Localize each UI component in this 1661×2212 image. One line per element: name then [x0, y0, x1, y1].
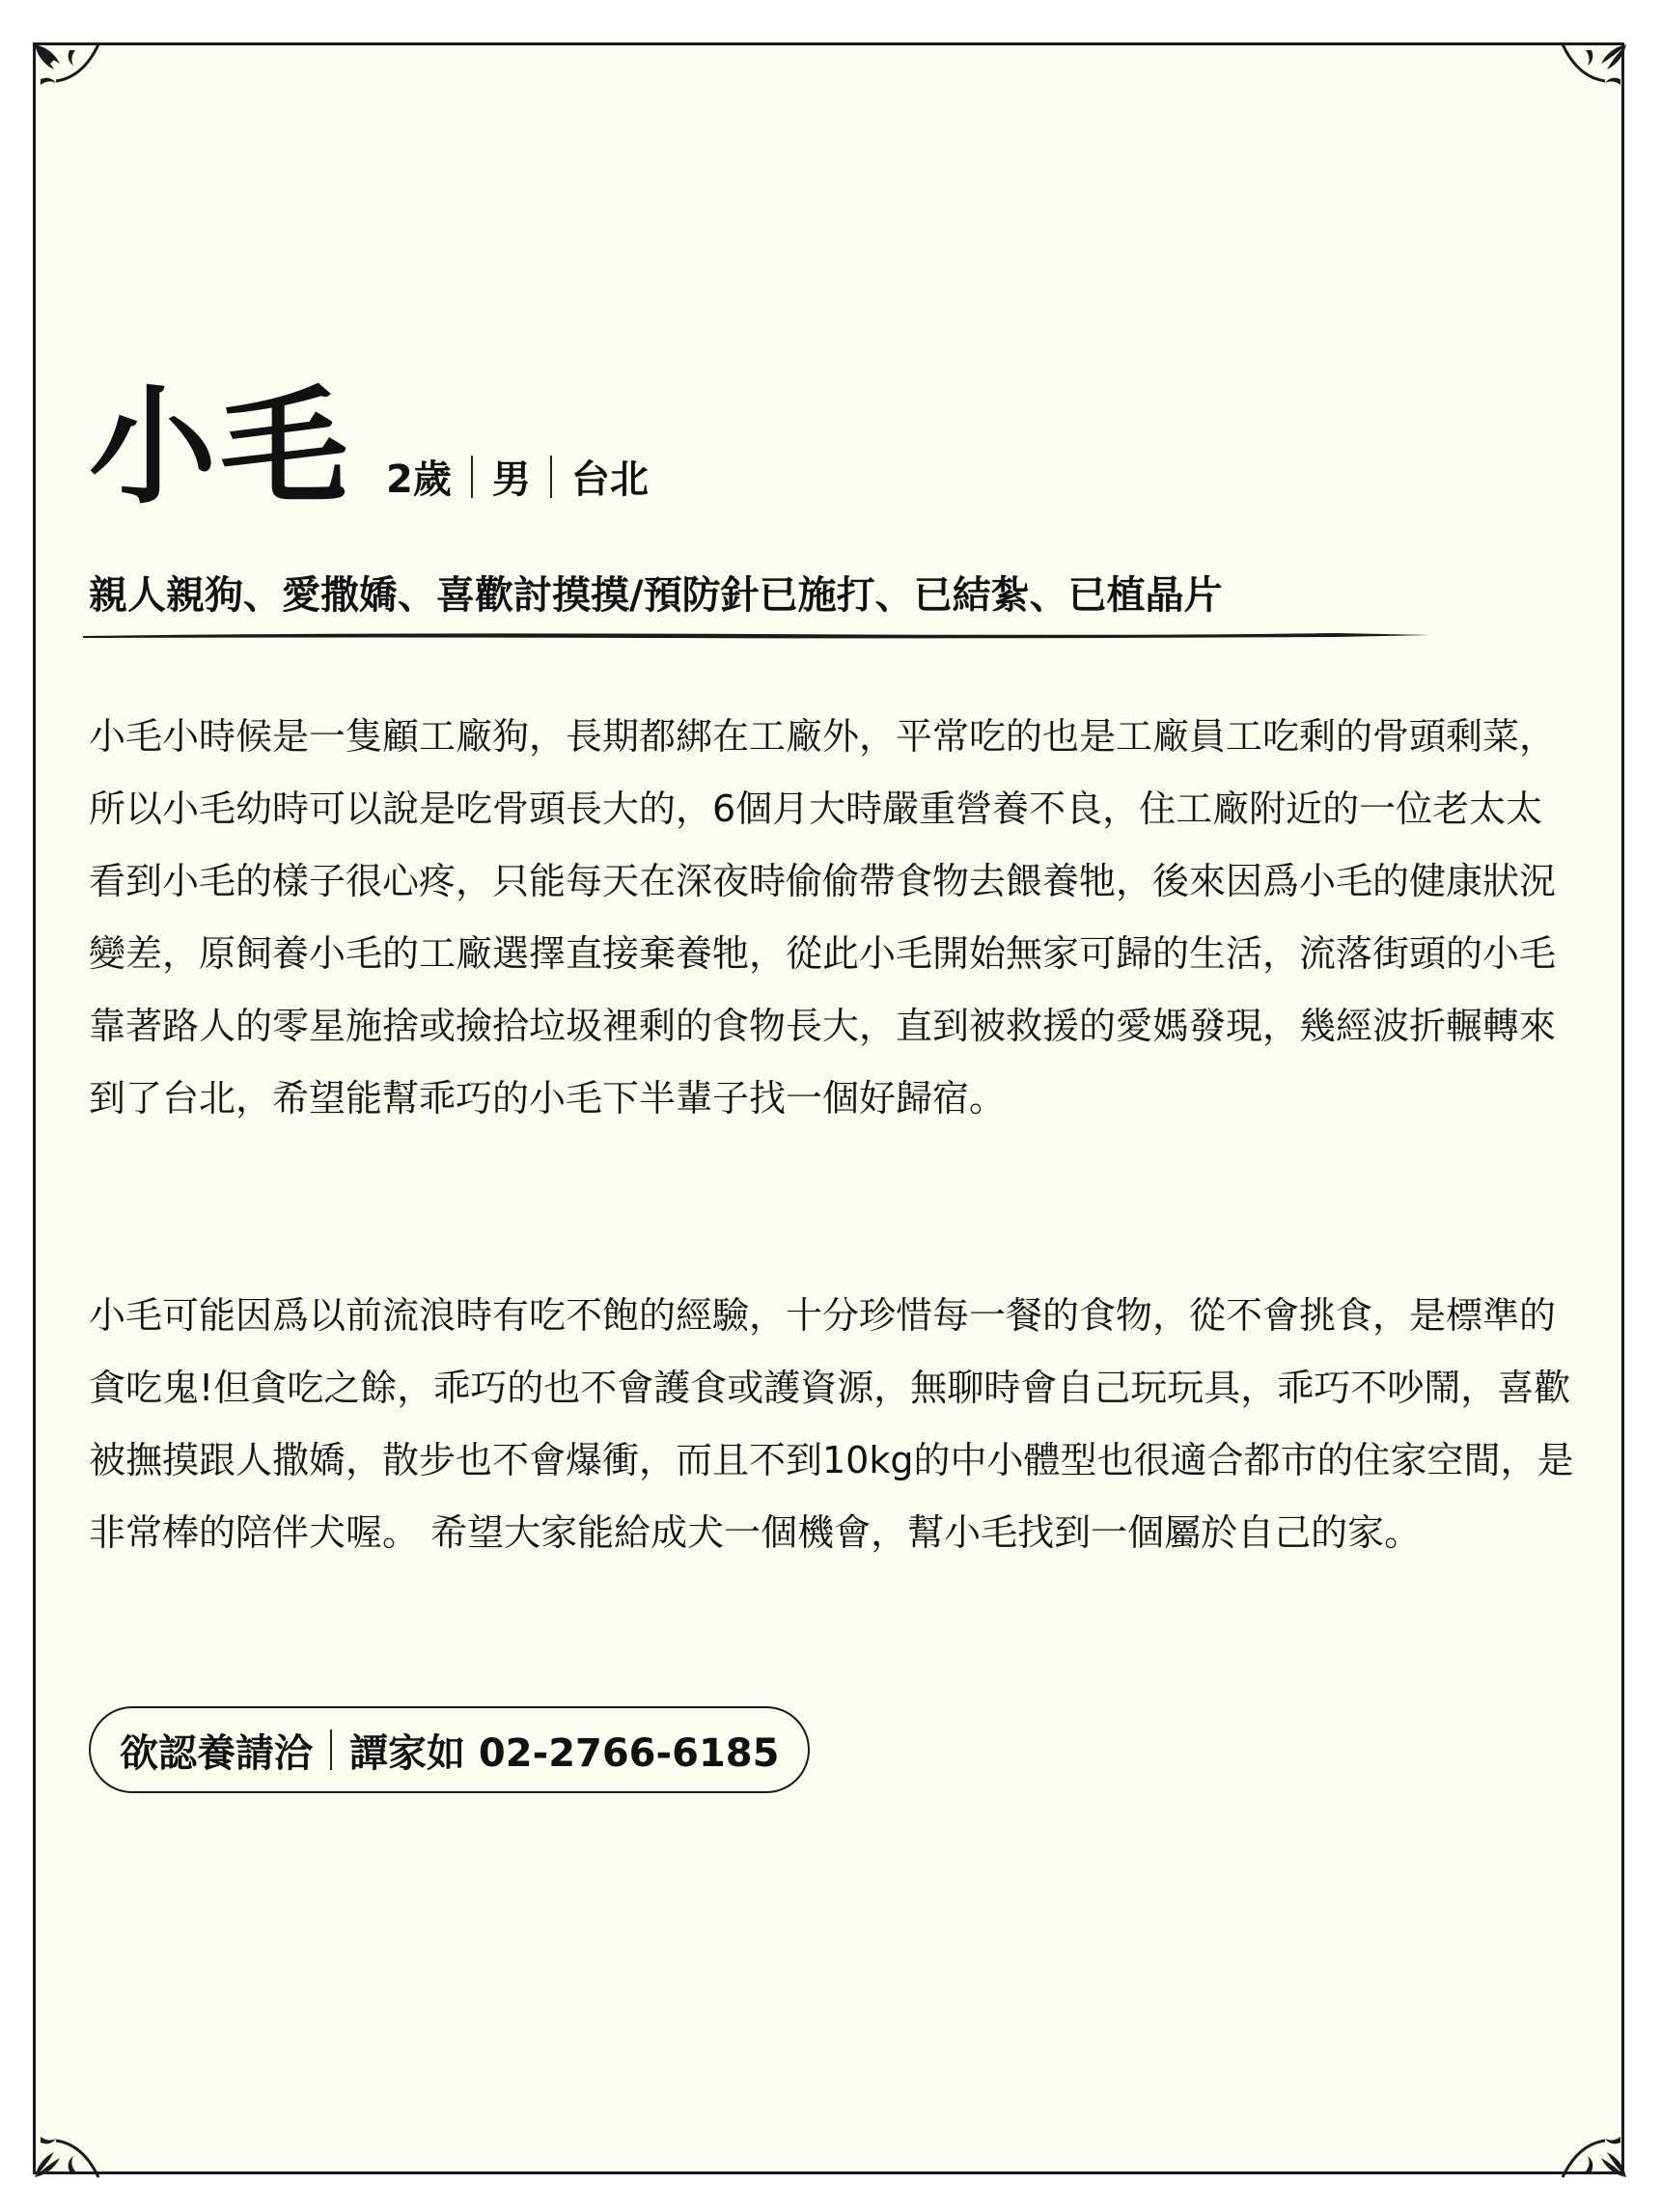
story-paragraph-1: 小毛小時候是一隻顧工廠狗，長期都綁在工廠外，平常吃的也是工廠員工吃剩的骨頭剩菜，所以小毛幼時可以說是吃骨頭長大的，6個月大時嚴重營養不良，住工廠附近的一位老太太看到小毛的樣子很心疼，只能每天在深夜時偷偷帶食物去餵養牠，後來因爲小毛的健康狀況變差，原飼養小毛的工廠選擇直接棄養牠，從此小毛開始無家可歸的生活，流落街頭的小毛靠著路人的零星施捨或撿拾垃圾裡剩的食物長大，直到被救援的愛媽發現，幾經波折輾轉來到了台北，希望能幫乖巧的小毛下半輩子找一個好歸宿。 — [89, 715, 1557, 1120]
corner-ornament-icon — [27, 2079, 133, 2185]
brush-underline — [81, 627, 1432, 643]
story-paragraph-2: 小毛可能因爲以前流浪時有吃不飽的經驗，十分珍惜每一餐的食物，從不會挑食，是標準的貪吃鬼!但貪吃之餘，乖巧的也不會護食或護資源，無聊時會自己玩玩具，乖巧不吵鬧，喜歡被撫摸跟人撒嬌，散步也不會爆衝，而且不到10kg的中小體型也很適合都市的住家空間，是非常棒的陪伴犬喔。 希望大家能給成犬一個機會，幫小毛找到一個屬於自己的家。 — [89, 1294, 1574, 1554]
contact-person-phone: 譚家如 02-2766-6185 — [349, 1730, 780, 1776]
dog-location: 台北 — [570, 457, 649, 502]
dog-age: 2歲 — [386, 457, 452, 502]
dog-name: 小毛 — [89, 373, 351, 522]
contact-pill — [89, 1706, 810, 1793]
dog-meta — [386, 449, 649, 504]
traits-line: 親人親狗、愛撒嬌、喜歡討摸摸/預防針已施打、已結紮、已植晶片 — [89, 573, 1223, 618]
title-row — [89, 357, 649, 522]
divider — [550, 456, 552, 498]
corner-ornament-icon — [27, 37, 133, 143]
corner-ornament-icon — [1528, 2079, 1634, 2185]
divider — [471, 456, 473, 498]
dog-sex: 男 — [491, 457, 531, 502]
corner-ornament-icon — [1528, 37, 1634, 143]
contact-label: 欲認養請洽 — [120, 1730, 313, 1776]
divider — [330, 1729, 332, 1770]
